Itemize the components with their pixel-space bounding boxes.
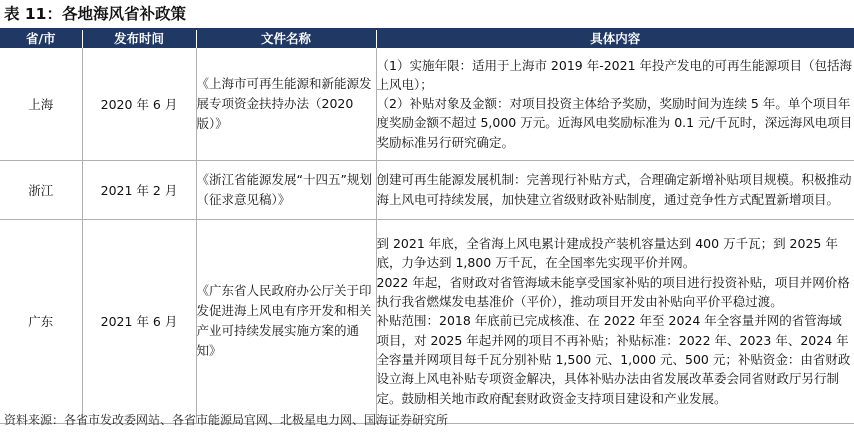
content-paragraph: 创建可再生能源发展机制：完善现行补贴方式，合理确定新增补贴项目规模。积极推动海上风电可持续发展，加快建立省级财政补贴制度，通过竞争性方式配置新增项目。	[376, 172, 852, 207]
policy-table	[0, 30, 854, 424]
header-content: 具体内容	[376, 30, 854, 48]
doc-cell: 《浙江省能源发展“十四五”规划（征求意见稿）》	[196, 160, 376, 219]
content-cell	[376, 219, 854, 423]
header-date: 发布时间	[82, 30, 196, 48]
content-cell	[376, 48, 854, 160]
doc-cell: 《广东省人民政府办公厅关于印发促进海上风电有序开发和相关产业可持续发展实施方案的通知》	[196, 219, 376, 423]
header-row	[0, 30, 854, 48]
table-title: 表 11：各地海风省补政策	[4, 5, 186, 23]
content-paragraph: （2）补贴对象及金额：对项目投资主体给予奖励，奖励时间为连续 5 年。单个项目年度奖励金额不超过 5,000 万元。近海风电奖励标准为 0.1 元/千瓦时，深远海风电项目奖励标准另行研究确定。	[376, 96, 853, 150]
province-cell: 上海	[0, 48, 82, 160]
date-cell: 2020 年 6 月	[82, 48, 196, 160]
content-cell	[376, 160, 854, 219]
source-note: 资料来源：各省市发改委网站、各省市能源局官网、北极星电力网、国海证券研究所	[4, 413, 449, 427]
content-paragraph: 2022 年起，省财政对省管海域未能享受国家补贴的项目进行投资补贴，项目并网价格执行我省燃煤发电基准价（平价），推动项目开发由补贴向平价平稳过渡。	[376, 274, 850, 310]
date-cell: 2021 年 2 月	[82, 160, 196, 219]
table-row-shanghai	[0, 48, 854, 160]
date-cell: 2021 年 6 月	[82, 219, 196, 423]
header-province: 省/市	[0, 30, 82, 48]
doc-cell: 《上海市可再生能源和新能源发展专项资金扶持办法（2020 版）》	[196, 48, 376, 160]
content-paragraph: 补贴范围：2018 年底前已完成核准、在 2022 年至 2024 年全容量并网的省管海域项目，对 2025 年起并网的项目不再补贴；补贴标准：2022 年、2023 年、2024 年全容量并网项目每千瓦分别补贴 1,500 元、1,000 元、500 元；补贴资金：由省财政设立海上风电补贴专项资金解决，具体补贴办法由省发展改革委会同省财政厅另行制定。鼓励相关地市政府配套财政资金支持项目建设和产业发展。	[376, 313, 851, 406]
content-paragraph: 到 2021 年底，全省海上风电累计建成投产装机容量达到 400 万千瓦；到 2025 年底，力争达到 1,800 万千瓦，在全国率先实现平价并网。	[376, 236, 838, 271]
table-row-zhejiang	[0, 160, 854, 219]
content-paragraph: （1）实施年限：适用于上海市 2019 年-2021 年投产发电的可再生能源项目（包括海上风电）；	[376, 57, 853, 92]
province-cell: 浙江	[0, 160, 82, 219]
header-doc: 文件名称	[196, 30, 376, 48]
province-cell: 广东	[0, 219, 82, 423]
table-row-guangdong	[0, 219, 854, 423]
